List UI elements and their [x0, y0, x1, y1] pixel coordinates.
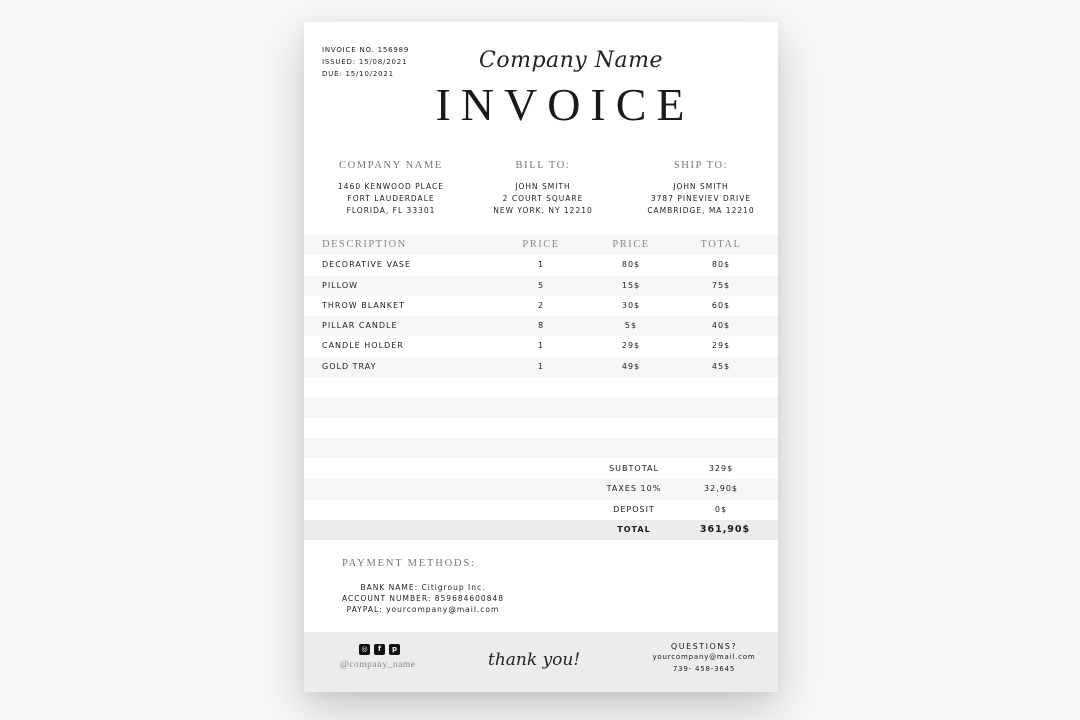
- item-quantity: 1: [537, 361, 545, 371]
- ship-to-line: 3787 PINEVIEV DRIVE: [650, 194, 752, 203]
- table-row: [304, 255, 778, 275]
- ship-to-address: [631, 160, 771, 217]
- item-total: 60$: [711, 300, 731, 310]
- item-price: 80$: [621, 260, 641, 270]
- bank-name: BANK NAME: Citigroup Inc.: [360, 583, 486, 592]
- table-header-row: [304, 235, 778, 255]
- paypal-email: PAYPAL: yourcompany@mail.com: [346, 605, 500, 614]
- item-total: 40$: [711, 321, 731, 331]
- deposit-label: DEPOSIT: [613, 504, 655, 514]
- invoice-footer: [304, 632, 778, 692]
- item-total: 29$: [711, 341, 731, 351]
- item-quantity: 1: [537, 260, 545, 270]
- ship-to-line: CAMBRIDGE, MA 12210: [647, 206, 755, 215]
- invoice-issued-date: ISSUED: 15/08/2021: [322, 58, 408, 66]
- table-row: [304, 336, 778, 356]
- item-total: 75$: [711, 280, 731, 290]
- table-row-empty: [304, 438, 778, 458]
- taxes-label: TAXES 10%: [606, 484, 662, 494]
- item-total: 45$: [711, 361, 731, 371]
- ship-to-heading: SHIP TO:: [673, 160, 729, 171]
- item-description: PILLOW: [322, 280, 359, 290]
- facebook-icon[interactable]: f: [374, 644, 385, 655]
- header-price: PRICE: [612, 239, 650, 250]
- item-price: 5$: [624, 321, 638, 331]
- subtotal-row: [304, 459, 778, 479]
- from-line: FORT LAUDERDALE: [347, 194, 435, 203]
- table-row: [304, 357, 778, 377]
- table-row: [304, 276, 778, 296]
- company-logo-script: Company Name: [479, 48, 663, 73]
- item-quantity: 5: [537, 280, 545, 290]
- total-row: [304, 520, 778, 540]
- deposit-row: [304, 500, 778, 520]
- from-line: 1460 KENWOOD PLACE: [338, 182, 444, 191]
- bill-to-line: NEW YORK, NY 12210: [493, 206, 593, 215]
- subtotal-value: 329$: [708, 464, 734, 473]
- invoice-page: [304, 22, 778, 692]
- payment-methods-heading: PAYMENT METHODS:: [342, 558, 476, 569]
- taxes-row: [304, 479, 778, 499]
- total-label: TOTAL: [617, 524, 651, 534]
- header-price: PRICE: [522, 239, 560, 250]
- item-price: 15$: [621, 280, 641, 290]
- taxes-value: 32,90$: [704, 484, 738, 494]
- questions-heading: QUESTIONS?: [670, 642, 738, 651]
- table-row-empty: [304, 397, 778, 417]
- contact-phone: 739- 458-3645: [672, 665, 736, 673]
- item-description: THROW BLANKET: [322, 300, 405, 310]
- bill-to-address: [473, 160, 613, 217]
- item-description: PILLAR CANDLE: [322, 321, 398, 331]
- deposit-value: 0$: [714, 504, 728, 514]
- instagram-icon[interactable]: ◎: [359, 644, 370, 655]
- from-line: FLORIDA, FL 33301: [346, 206, 436, 215]
- invoice-due-date: DUE: 15/10/2021: [322, 70, 394, 78]
- item-quantity: 2: [537, 300, 545, 310]
- from-address: [321, 160, 461, 217]
- bill-to-heading: BILL TO:: [515, 160, 571, 171]
- header-description: DESCRIPTION: [322, 239, 407, 250]
- table-row: [304, 316, 778, 336]
- item-quantity: 1: [537, 341, 545, 351]
- header-total: TOTAL: [700, 239, 742, 250]
- bill-to-line: JOHN SMITH: [515, 182, 571, 191]
- item-description: GOLD TRAY: [322, 361, 377, 371]
- subtotal-label: SUBTOTAL: [609, 464, 659, 473]
- table-row-empty: [304, 418, 778, 438]
- invoice-number: INVOICE NO. 156989: [322, 46, 410, 54]
- item-price: 30$: [621, 300, 641, 310]
- pinterest-icon[interactable]: p: [389, 644, 400, 655]
- invoice-title: INVOICE: [435, 79, 695, 130]
- ship-to-line: JOHN SMITH: [673, 182, 729, 191]
- bill-to-line: 2 COURT SQUARE: [502, 194, 584, 203]
- table-row-empty: [304, 377, 778, 397]
- contact-email: yourcompany@mail.com: [652, 653, 756, 661]
- from-heading: COMPANY NAME: [339, 160, 443, 171]
- item-price: 49$: [621, 361, 641, 371]
- item-description: CANDLE HOLDER: [322, 341, 404, 351]
- account-number: ACCOUNT NUMBER: 859684600848: [341, 594, 505, 603]
- social-icons: [359, 644, 400, 655]
- totals-section: [304, 459, 778, 540]
- line-items-table: [304, 235, 778, 458]
- table-row: [304, 296, 778, 316]
- total-value: 361,90$: [699, 523, 751, 535]
- item-description: DECORATIVE VASE: [322, 260, 412, 270]
- thank-you-script: thank you!: [488, 650, 581, 670]
- questions-block: [624, 632, 778, 675]
- item-total: 80$: [711, 260, 731, 270]
- item-price: 29$: [621, 341, 641, 351]
- social-handle: @company_name: [340, 660, 416, 670]
- item-quantity: 8: [537, 321, 545, 331]
